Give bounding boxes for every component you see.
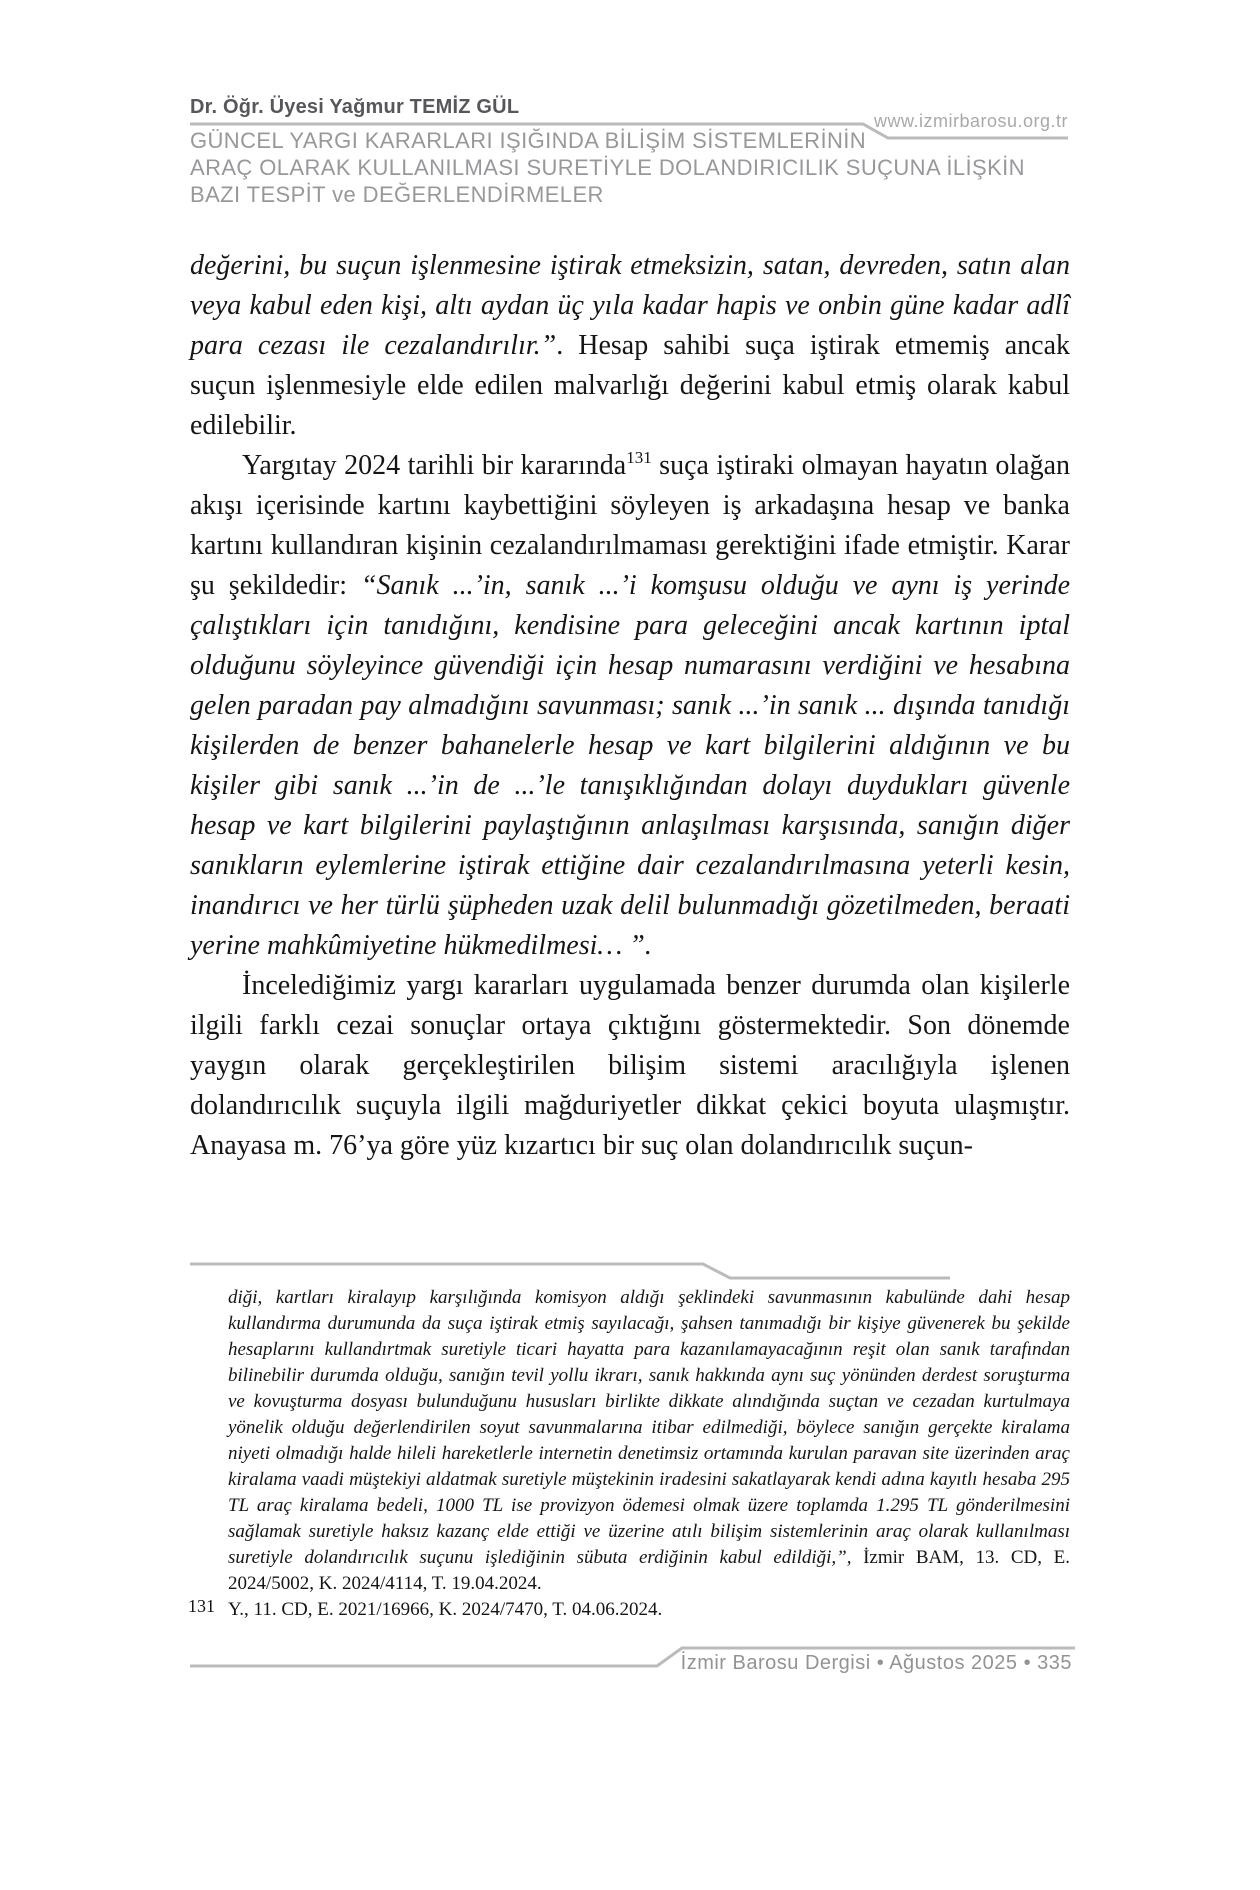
- article-title-line-3: BAZI TESPİT ve DEĞERLENDİRMELER: [190, 182, 604, 207]
- website-url: www.izmirbarosu.org.tr: [873, 111, 1068, 131]
- paragraph-1: [190, 246, 1070, 446]
- paragraph-2: [190, 446, 1070, 966]
- footnote-continuation-citation: İzmir BAM, 13. CD, E. 2024/5002, K. 2024/4114, T. 19.04.2024.: [228, 1547, 1070, 1594]
- p1-commentary: . Hesap sahibi suça iştirak etmemiş ancak suçun işlenmesiyle elde edilen malvarlığı değerini kabul etmiş olarak kabul edilebilir.: [190, 330, 1070, 441]
- footnotes-block: [188, 1285, 1070, 1623]
- p2-court-quote: “Sanık ...’in, sanık ...’i komşusu olduğu ve aynı iş yerinde çalıştıkları için tanıdığını, kendisine para geleceğini ancak kartının iptal olduğunu söyleyince güvendiği için hesap numarasını verdiğini ve hesabına gelen paradan pay almadığını savunması; sanık ...’in sanık ... dışında tanıdığı kişilerden de benzer bahanelerle hesap ve kart bilgilerini aldığının ve bu kişiler gibi sanık ...’in de ...’le tanışıklığından dolayı duydukları güvenle hesap ve kart bilgilerini paylaştığının anlaşılması karşısında, sanığın diğer sanıkların eylemlerine iştirak ettiğine dair cezalandırılmasına yeterli kesin, inandırıcı ve her türlü şüpheden uzak delil bulunmadığı gözetilmeden, beraati yerine mahkûmiyetine hükmedilmesi… ”.: [190, 570, 1070, 961]
- article-title: [190, 127, 1025, 208]
- footnote-131-text: Y., 11. CD, E. 2021/16966, K. 2024/7470, T. 04.06.2024.: [228, 1599, 663, 1620]
- footnote-ref-131: 131: [626, 448, 652, 467]
- footnote-131: [188, 1596, 1070, 1623]
- paragraph-3: İncelediğimiz yargı kararları uygulamada benzer durumda olan kişilerle ilgili farklı cezai sonuçlar ortaya çıktığını göstermektedir. Son dönemde yaygın olarak gerçekleştirilen bilişim sistemi aracılığıyla işlenen dolandırıcılık suçuyla ilgili mağduriyetler dikkat çekici boyuta ulaşmıştır. Anayasa m. 76’ya göre yüz kızartıcı bir suç olan dolandırıcılık suçun-: [190, 970, 1070, 1161]
- p2-middle: suça iştiraki olmayan hayatın olağan akışı içerisinde kartını kaybettiğini söyleyen iş arkadaşına hesap ve banka kartını kullandıran kişinin cezalandırılmaması gerektiğini ifade etmiştir. Karar şu şekildedir:: [190, 450, 1071, 601]
- p2-intro: Yargıtay 2024 tarihli bir kararında: [242, 450, 627, 481]
- footnote-separator-rule: [190, 1264, 950, 1278]
- footnote-131-number: 131: [188, 1596, 215, 1616]
- journal-footer: İzmir Barosu Dergisi • Ağustos 2025 • 335: [680, 1652, 1072, 1674]
- author-name: Dr. Öğr. Üyesi Yağmur TEMİZ GÜL: [190, 96, 520, 118]
- p1-statute-quote: değerini, bu suçun işlenmesine iştirak etmeksizin, satan, devreden, satın alan veya kabul eden kişi, altı aydan üç yıla kadar hapis ve onbin güne kadar adlî para cezası ile cezalandırılır.”: [190, 250, 1070, 361]
- article-title-line-2: ARAÇ OLARAK KULLANILMASI SURETİYLE DOLANDIRICILIK SUÇUNA İLİŞKİN: [190, 155, 1025, 180]
- article-title-line-1: GÜNCEL YARGI KARARLARI IŞIĞINDA BİLİŞİM SİSTEMLERİNİN: [190, 128, 867, 153]
- article-body: [190, 246, 1070, 1166]
- footnote-continuation-quote: diği, kartları kiralayıp karşılığında komisyon aldığı şeklindeki savunmasının kabulünde dahi hesap kullandırma durumunda da suça iştirak etmiş sayılacağı, şahsen tanımadığı bir kişiye güvenerek bu şekilde hesaplarını kullandırtmak suretiyle ticari hayatta para kazanılamayacağının reşit olan sanık tarafından bilinebilir durumda olduğu, sanığın tevil yollu ikrarı, sanık hakkında aynı suç yönünden derdest soruşturma ve kovuşturma dosyası bulunduğunu hususları birlikte dikkate alındığında suçtan ve cezadan kurtulmaya yönelik olduğu değerlendirilen soyut savunmalarına itibar edilmediği, böylece sanığın gerçekte kiralama niyeti olmadığı halde hileli hareketlerle internetin denetimsiz ortamında kurulan paravan site üzerinden araç kiralama vaadi müştekiyi aldatmak suretiyle müştekinin iradesini sakatlayarak kendi adına kayıtlı hesaba 295 TL araç kiralama bedeli, 1000 TL ise provizyon ödemesi olmak üzere toplamda 1.295 TL gönderilmesini sağlamak suretiyle haksız kazanç elde ettiği ve üzerine atılı bilişim sistemlerinin araç olarak kullanılması suretiyle dolandırıcılık suçunu işlediğinin sübuta erdiğinin kabul edildiği,”,: [228, 1287, 1070, 1568]
- footnote-continuation: [228, 1285, 1070, 1597]
